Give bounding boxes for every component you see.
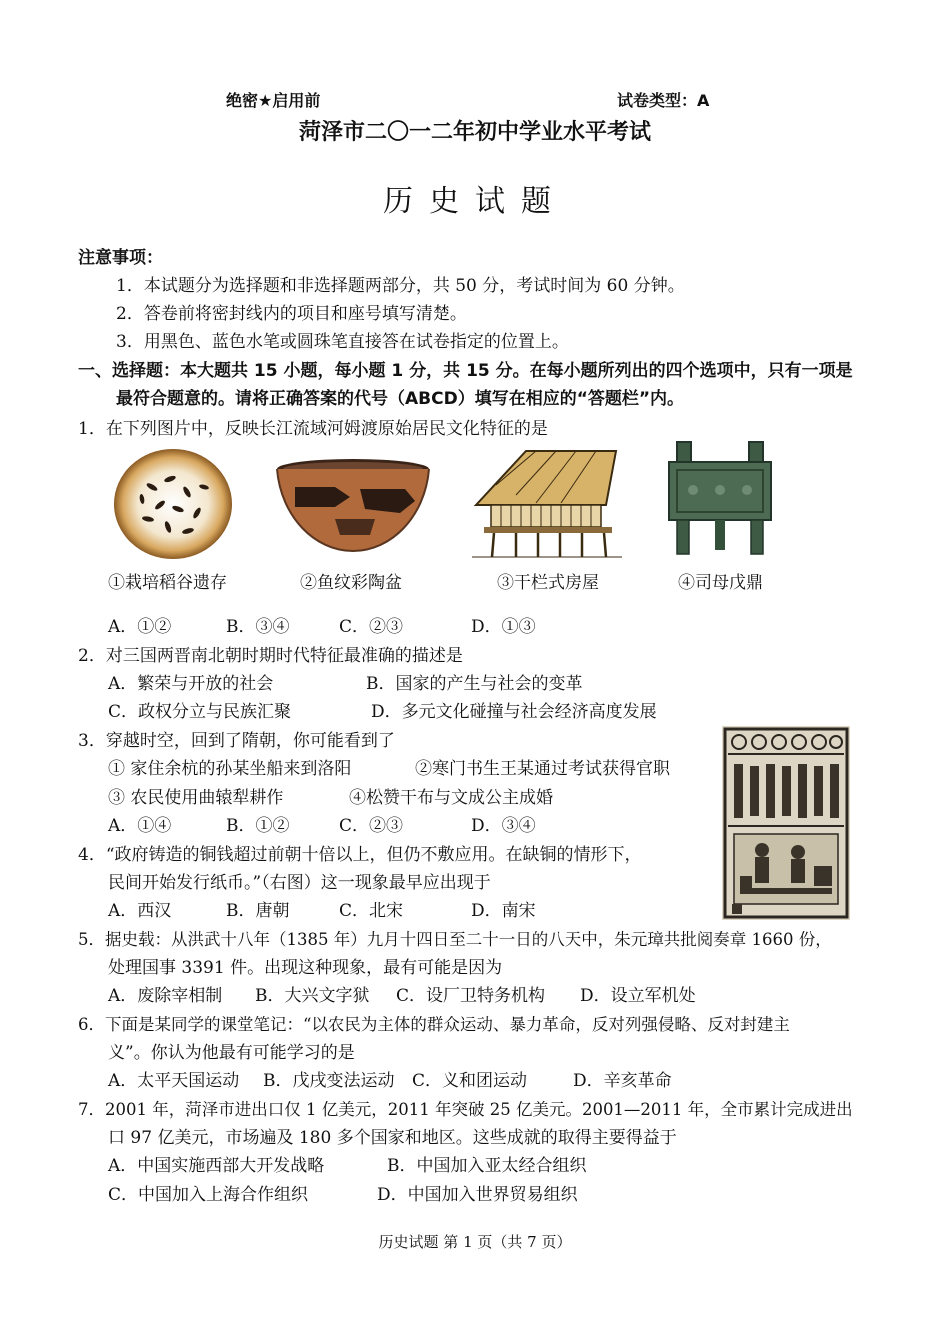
q6-option-d: D．辛亥革命 bbox=[573, 1071, 672, 1091]
q5-option-b: B．大兴文字狱 bbox=[255, 986, 370, 1006]
simuwu-ding-bronze-image bbox=[663, 440, 777, 556]
q4-option-c: C．北宋 bbox=[339, 901, 404, 921]
q6-option-b: B．戊戌变法运动 bbox=[263, 1071, 395, 1091]
question-1-stem: 1．在下列图片中，反映长江流域河姆渡原始居民文化特征的是 bbox=[78, 419, 548, 439]
q1-option-d: D．①③ bbox=[471, 617, 536, 637]
q4-option-a: A．西汉 bbox=[108, 901, 172, 921]
q7-option-b: B．中国加入亚太经合组织 bbox=[387, 1156, 587, 1176]
q7-option-d: D．中国加入世界贸易组织 bbox=[377, 1185, 578, 1205]
section-heading: 一、选择题：本大题共 15 小题，每小题 1 分，共 15 分。在每小题所列出的四个选项中，只有一项是 bbox=[78, 361, 853, 381]
q3-item-4: ④松赞干布与文成公主成婚 bbox=[349, 788, 553, 808]
image-caption-4: ④司母戊鼎 bbox=[678, 573, 763, 593]
q3-item-2: ②寒门书生王某通过考试获得官职 bbox=[415, 759, 670, 779]
image-caption-1: ①栽培稻谷遗存 bbox=[108, 573, 227, 593]
question-7-line-1: 7．2001 年，菏泽市进出口仅 1 亿美元，2011 年突破 25 亿美元。2001—2011 年，全市累计完成进出 bbox=[78, 1100, 853, 1119]
rice-grain-remains-image bbox=[112, 447, 234, 561]
q2-option-a: A．繁荣与开放的社会 bbox=[108, 674, 274, 694]
q6-option-a: A．太平天国运动 bbox=[108, 1071, 240, 1091]
q7-option-c: C．中国加入上海合作组织 bbox=[108, 1185, 309, 1205]
q5-option-d: D．设立军机处 bbox=[580, 986, 696, 1006]
note-item: 2．答卷前将密封线内的项目和座号填写清楚。 bbox=[116, 304, 467, 324]
q6-option-c: C．义和团运动 bbox=[412, 1071, 528, 1091]
image-caption-3: ③干栏式房屋 bbox=[497, 573, 599, 593]
q1-option-c: C．②③ bbox=[339, 617, 404, 637]
question-2-stem: 2．对三国两晋南北朝时期时代特征最准确的描述是 bbox=[78, 646, 463, 666]
exam-title: 菏泽市二〇一二年初中学业水平考试 bbox=[298, 120, 651, 145]
q3-option-b: B．①② bbox=[226, 816, 290, 836]
question-5-line-2: 处理国事 3391 件。出现这种现象，最有可能是因为 bbox=[108, 958, 503, 978]
q5-option-a: A．废除宰相制 bbox=[108, 986, 223, 1006]
q1-option-b: B．③④ bbox=[226, 617, 290, 637]
q3-item-1: ① 家住余杭的孙某坐船来到洛阳 bbox=[108, 759, 352, 779]
subject-title: 历史试题 bbox=[383, 184, 567, 219]
q2-option-c: C．政权分立与民族汇聚 bbox=[108, 702, 292, 722]
q3-option-c: C．②③ bbox=[339, 816, 404, 836]
question-6-line-1: 6．下面是某同学的课堂笔记：“以农民为主体的群众运动、暴力革命，反对列强侵略、反对封建主 bbox=[78, 1015, 790, 1034]
stilt-house-image bbox=[466, 445, 626, 563]
question-4-line-2: 民间开始发行纸币。”（右图）这一现象最早应出现于 bbox=[108, 873, 491, 893]
jiaozi-paper-money-image bbox=[722, 726, 850, 920]
note-item: 3．用黑色、蓝色水笔或圆珠笔直接答在试卷指定的位置上。 bbox=[116, 332, 569, 352]
q4-option-d: D．南宋 bbox=[471, 901, 536, 921]
q2-option-d: D．多元文化碰撞与社会经济高度发展 bbox=[371, 702, 657, 722]
notes-title: 注意事项： bbox=[78, 248, 163, 268]
q3-item-3: ③ 农民使用曲辕犁耕作 bbox=[108, 788, 284, 808]
q3-option-a: A．①④ bbox=[108, 816, 172, 836]
question-3-stem: 3．穿越时空，回到了隋朝，你可能看到了 bbox=[78, 731, 395, 751]
image-caption-2: ②鱼纹彩陶盆 bbox=[300, 573, 402, 593]
q4-option-b: B．唐朝 bbox=[226, 901, 290, 921]
q7-option-a: A．中国实施西部大开发战略 bbox=[108, 1156, 325, 1176]
fish-pattern-pottery-basin-image bbox=[275, 457, 431, 553]
q3-option-d: D．③④ bbox=[471, 816, 536, 836]
page-footer: 历史试题 第 1 页（共 7 页） bbox=[378, 1233, 572, 1251]
question-7-line-2: 口 97 亿美元，市场遍及 180 多个国家和地区。这些成就的取得主要得益于 bbox=[108, 1128, 677, 1148]
question-5-line-1: 5．据史载：从洪武十八年（1385 年）九月十四日至二十一日的八天中，朱元璋共批阅奏章 1660 份， bbox=[78, 930, 832, 949]
paper-type-label: 试卷类型：A bbox=[617, 91, 710, 110]
secret-label: 绝密★启用前 bbox=[226, 91, 321, 110]
note-item: 1．本试题分为选择题和非选择题两部分，共 50 分，考试时间为 60 分钟。 bbox=[116, 276, 685, 296]
q5-option-c: C．设厂卫特务机构 bbox=[396, 986, 546, 1006]
section-heading-cont: 最符合题意的。请将正确答案的代号（ABCD）填写在相应的“答题栏”内。 bbox=[116, 389, 685, 409]
q1-option-a: A．①② bbox=[108, 617, 172, 637]
question-6-line-2: 义”。你认为他最有可能学习的是 bbox=[108, 1043, 355, 1063]
q2-option-b: B．国家的产生与社会的变革 bbox=[366, 674, 583, 694]
question-4-line-1: 4．“政府铸造的铜钱超过前朝十倍以上，但仍不敷应用。在缺铜的情形下， bbox=[78, 845, 642, 865]
